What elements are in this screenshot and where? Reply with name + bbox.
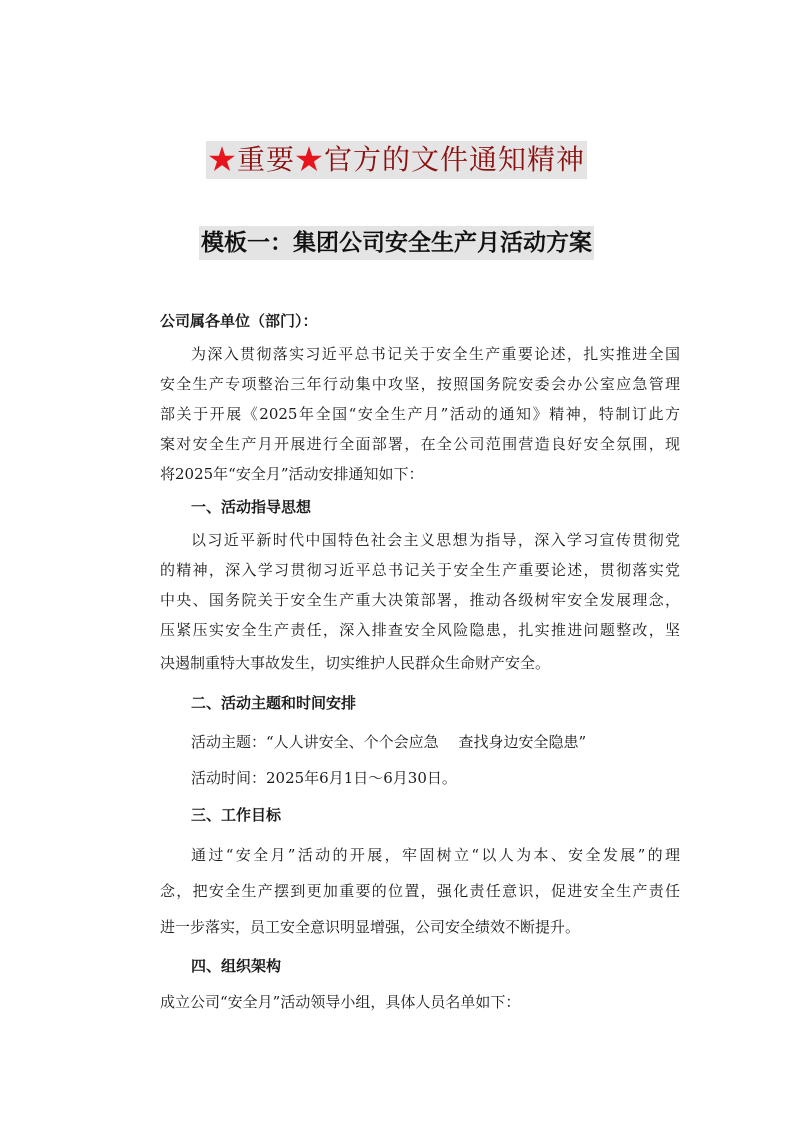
main-title-highlight	[206, 141, 587, 179]
activity-time: 活动时间：2025年6月1日～6月30日。	[191, 769, 457, 787]
intro-line: 安全生产专项整治三年行动集中攻坚，按照国务院安委会办公室应急管理	[160, 375, 680, 393]
star-icon: ★	[295, 143, 325, 176]
paragraph-line: 压紧压实安全生产责任，深入排查安全风险隐患，扎实推进问题整改，坚	[160, 621, 680, 639]
subtitle-text: 模板一：集团公司安全生产月活动方案	[199, 226, 594, 260]
document-main-title	[0, 141, 793, 179]
intro-line: 案对安全生产月开展进行全面部署，在全公司范围营造良好安全氛围，现	[160, 435, 680, 453]
paragraph-line: 成立公司“安全月”活动领导小组，具体人员名单如下：	[160, 993, 521, 1011]
main-title-text: 官方的文件通知精神	[324, 143, 586, 176]
star-icon: ★	[207, 143, 237, 176]
salutation: 公司属各单位（部门）：	[160, 312, 318, 330]
intro-line: 将2025年“安全月”活动安排通知如下：	[160, 465, 424, 483]
paragraph-line: 念，把安全生产摆到更加重要的位置，强化责任意识，促进安全生产责任	[160, 882, 680, 900]
paragraph-line: 通过“安全月”活动的开展，牢固树立“以人为本、安全发展”的理	[191, 846, 680, 864]
main-title-important: 重要	[236, 143, 295, 176]
section-heading: 一、活动指导思想	[191, 498, 312, 516]
paragraph-line: 以习近平新时代中国特色社会主义思想为指导，深入学习宣传贯彻党	[191, 531, 680, 549]
paragraph-line: 进一步落实，员工安全意识明显增强，公司安全绩效不断提升。	[160, 918, 581, 936]
paragraph-line: 决遏制重特大事故发生，切实维护人民群众生命财产安全。	[160, 654, 551, 672]
document-subtitle	[0, 226, 793, 260]
activity-theme: 活动主题：“人人讲安全、个个会应急 查找身边安全隐患”	[191, 733, 587, 751]
section-heading: 三、工作目标	[191, 806, 282, 824]
paragraph-line: 的精神，深入学习贯彻习近平总书记关于安全生产重要论述，贯彻落实党	[160, 561, 680, 579]
section-heading: 四、组织架构	[191, 957, 282, 975]
paragraph-line: 中央、国务院关于安全生产重大决策部署，推动各级树牢安全发展理念，	[160, 591, 680, 609]
intro-line: 部关于开展《2025年全国“安全生产月”活动的通知》精神，特制订此方	[160, 405, 680, 423]
intro-line: 为深入贯彻落实习近平总书记关于安全生产重要论述，扎实推进全国	[191, 345, 680, 363]
section-heading: 二、活动主题和时间安排	[191, 694, 357, 712]
